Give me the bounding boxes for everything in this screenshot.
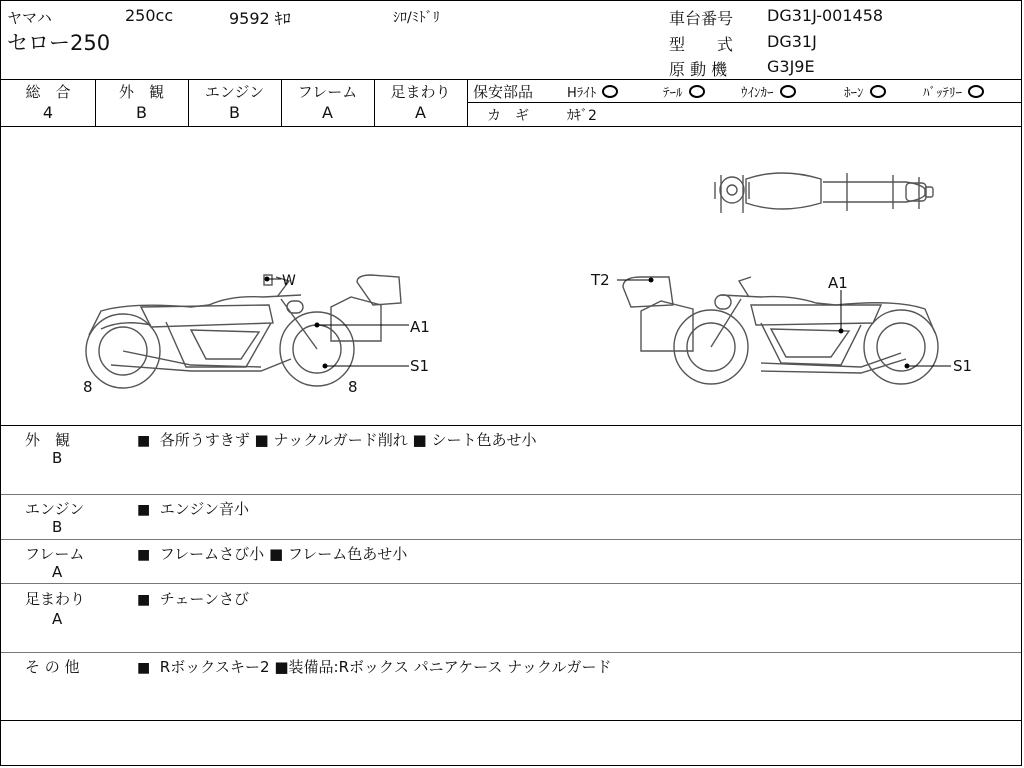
grade-value-frame: A <box>322 103 333 122</box>
note-category-suspension: 足まわり <box>25 590 86 608</box>
divider <box>1 583 1021 584</box>
grade-label-overall: 総 合 <box>25 83 71 101</box>
damage-diagram <box>1 127 1023 425</box>
key-value: ｶｷﾞ2 <box>567 108 597 124</box>
note-grade-suspension: A <box>52 610 63 628</box>
safety-item-battery: ﾊﾞｯﾃﾘｰ <box>923 82 984 101</box>
ok-circle-icon <box>968 85 984 98</box>
damage-marker-s1-right <box>905 364 910 369</box>
safety-item-horn: ﾎｰﾝ <box>844 82 886 101</box>
displacement: 250cc <box>125 6 174 25</box>
note-category-other: そ の 他 <box>25 658 80 676</box>
safety-item-tail: ﾃｰﾙ <box>663 82 705 101</box>
type-label: 型 式 <box>669 35 734 54</box>
label-s1-right: S1 <box>953 357 973 375</box>
ok-circle-icon <box>780 85 796 98</box>
damage-marker-a1-left <box>315 323 320 328</box>
safety-item-winker: ｳｲﾝｶｰ <box>741 82 796 101</box>
label-front-tire: 8 <box>348 378 358 396</box>
grade-value-exterior: B <box>136 103 147 122</box>
note-engine: ■ エンジン音小 <box>137 500 250 518</box>
safety-title: 保安部品 <box>473 83 534 101</box>
divider <box>467 102 1021 103</box>
motorcycle-right-view <box>623 277 938 384</box>
note-grade-exterior: B <box>52 449 63 467</box>
color: ｼﾛ/ﾐﾄﾞﾘ <box>393 10 440 26</box>
ok-circle-icon <box>602 85 618 98</box>
grade-value-suspension: A <box>415 103 426 122</box>
grade-label-engine: エンジン <box>204 83 265 101</box>
ok-circle-icon <box>689 85 705 98</box>
key-label: カ ギ <box>487 108 529 124</box>
note-category-frame: フレーム <box>25 545 85 563</box>
frame-no: DG31J-001458 <box>767 6 884 25</box>
label-rear-tire: 8 <box>83 378 93 396</box>
divider <box>1 494 1021 495</box>
divider <box>1 425 1021 426</box>
damage-marker-w <box>265 277 270 282</box>
label-a1-left: A1 <box>410 318 430 336</box>
label-t2: T2 <box>591 271 610 289</box>
maker: ヤマハ <box>7 9 52 27</box>
engine-label: 原 動 機 <box>669 60 728 79</box>
grade-label-frame: フレーム <box>297 83 358 101</box>
model-name: セロー250 <box>7 31 111 55</box>
divider <box>1 539 1021 540</box>
note-grade-frame: A <box>52 563 63 581</box>
label-w: W <box>282 273 296 289</box>
note-grade-engine: B <box>52 518 63 536</box>
grade-label-suspension: 足まわり <box>390 83 451 101</box>
safety-item-headlight: Hﾗｲﾄ <box>567 82 618 101</box>
frame-no-label: 車台番号 <box>669 9 734 28</box>
divider <box>1 79 1021 80</box>
grade-value-engine: B <box>229 103 240 122</box>
damage-marker-a1-right <box>839 329 844 334</box>
type-value: DG31J <box>767 32 817 51</box>
ok-circle-icon <box>870 85 886 98</box>
note-suspension: ■ チェーンさび <box>137 590 250 608</box>
label-a1-right: A1 <box>828 274 848 292</box>
motorcycle-left-view <box>86 275 401 388</box>
damage-marker-s1-left <box>323 364 328 369</box>
damage-marker-t2 <box>649 278 654 283</box>
left-leaders <box>267 279 409 366</box>
grade-value-overall: 4 <box>42 103 54 122</box>
divider <box>1 720 1021 721</box>
label-s1-left: S1 <box>410 357 430 375</box>
note-frame: ■ フレームさび小 ■ フレーム色あせ小 <box>137 545 408 563</box>
mileage: 9592 ｷﾛ <box>229 9 291 28</box>
note-category-engine: エンジン <box>25 500 85 518</box>
divider <box>1 652 1021 653</box>
motorcycle-top-view <box>715 173 933 213</box>
grade-label-exterior: 外 観 <box>118 83 164 101</box>
note-other: ■ Rボックスキー2 ■装備品:Rボックス パニアケース ナックルガード <box>137 658 612 676</box>
note-exterior: ■ 各所うすきず ■ ナックルガード削れ ■ シート色あせ小 <box>137 431 537 449</box>
engine-value: G3J9E <box>767 57 815 76</box>
note-category-exterior: 外 観 <box>25 431 71 449</box>
